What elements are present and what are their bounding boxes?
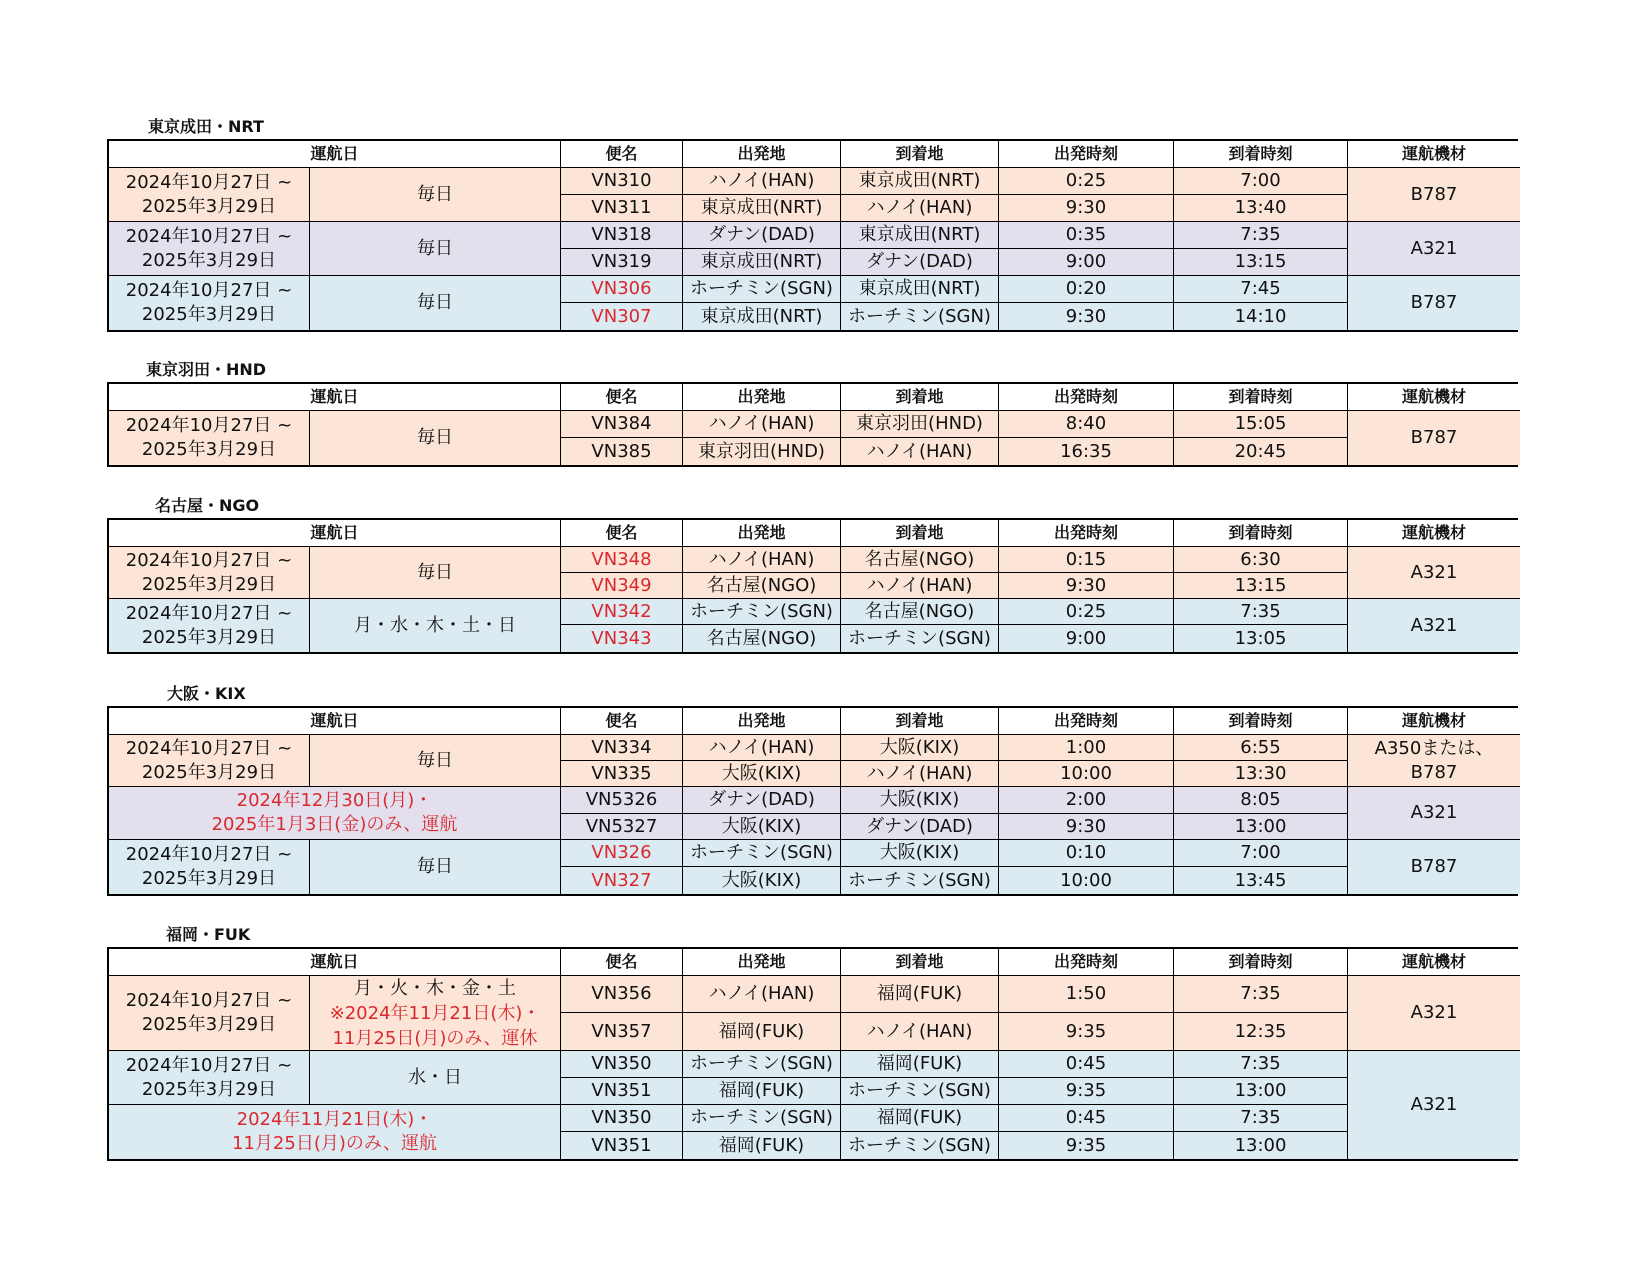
flight-number: VN334 — [561, 735, 683, 761]
period-from: 2024年10月27日 ~ — [125, 415, 293, 436]
days-cell: 毎日 — [310, 168, 561, 222]
period-cell — [109, 735, 310, 787]
destination: ホーチミン(SGN) — [841, 867, 999, 894]
header-flight: 便名 — [561, 708, 683, 735]
section-title-nrt: 東京成田・NRT — [148, 117, 264, 136]
arrival-time: 13:00 — [1174, 1078, 1348, 1105]
departure-time: 8:40 — [999, 411, 1174, 438]
departure-time: 16:35 — [999, 438, 1174, 465]
period-to: 2025年3月29日 — [141, 868, 277, 889]
departure-time: 9:30 — [999, 195, 1174, 222]
arrival-time: 7:00 — [1174, 840, 1348, 867]
days-cell: 月・水・木・土・日 — [310, 599, 561, 652]
period-from: 2024年10月27日 ~ — [125, 990, 293, 1011]
departure-time: 9:35 — [999, 1013, 1174, 1051]
header-days: 運航日 — [109, 949, 561, 976]
arrival-time: 13:30 — [1174, 761, 1348, 787]
header-aircraft: 運航機材 — [1348, 949, 1520, 976]
destination: ハノイ(HAN) — [841, 195, 999, 222]
period-from: 2024年10月27日 ~ — [125, 844, 293, 865]
period-from: 2024年10月27日 ~ — [125, 737, 293, 759]
period-cell — [109, 276, 310, 330]
flight-number: VN5326 — [561, 787, 683, 814]
destination: 大阪(KIX) — [841, 787, 999, 814]
header-from: 出発地 — [683, 141, 841, 168]
header-days: 運航日 — [109, 520, 561, 547]
arrival-time: 7:45 — [1174, 276, 1348, 303]
departure-time: 9:30 — [999, 814, 1174, 840]
period-cell — [109, 411, 310, 465]
period-cell — [109, 599, 310, 652]
days-line: 月・火・木・金・土 — [354, 977, 516, 999]
flight-number: VN384 — [561, 411, 683, 438]
departure-time: 2:00 — [999, 787, 1174, 814]
origin: 大阪(KIX) — [683, 761, 841, 787]
arrival-time: 7:35 — [1174, 1105, 1348, 1132]
schedule-table-nrt — [107, 139, 1518, 332]
arrival-time: 13:00 — [1174, 1132, 1348, 1159]
destination: 東京成田(NRT) — [841, 222, 999, 249]
departure-time: 1:50 — [999, 976, 1174, 1013]
flight-number: VN342 — [561, 599, 683, 625]
arrival-time: 7:35 — [1174, 599, 1348, 625]
origin: 東京成田(NRT) — [683, 195, 841, 222]
origin: 名古屋(NGO) — [683, 573, 841, 599]
departure-time: 0:10 — [999, 840, 1174, 867]
schedule-table-hnd — [107, 382, 1518, 467]
special-period-line-1: 2024年11月21日(木)・ — [236, 1109, 433, 1130]
header-flight: 便名 — [561, 949, 683, 976]
period-from: 2024年10月27日 ~ — [125, 171, 293, 193]
flight-number: VN350 — [561, 1105, 683, 1132]
departure-time: 9:35 — [999, 1132, 1174, 1159]
header-days: 運航日 — [109, 708, 561, 735]
arrival-time: 6:30 — [1174, 547, 1348, 573]
header-from: 出発地 — [683, 384, 841, 411]
flight-number: VN306 — [561, 276, 683, 303]
header-days: 運航日 — [109, 384, 561, 411]
header-flight: 便名 — [561, 384, 683, 411]
header-arr: 到着時刻 — [1174, 708, 1348, 735]
aircraft-cell: B787 — [1348, 840, 1520, 894]
departure-time: 9:00 — [999, 625, 1174, 652]
origin: ダナン(DAD) — [683, 787, 841, 814]
flight-number: VN326 — [561, 840, 683, 867]
origin: 大阪(KIX) — [683, 867, 841, 894]
period-to: 2025年3月29日 — [141, 573, 277, 595]
origin: 東京羽田(HND) — [683, 438, 841, 465]
origin: ホーチミン(SGN) — [683, 1105, 841, 1132]
schedule-table-kix — [107, 706, 1518, 896]
aircraft-line-1: A350または、 — [1374, 737, 1494, 759]
flight-number: VN348 — [561, 547, 683, 573]
departure-time: 9:35 — [999, 1078, 1174, 1105]
arrival-time: 8:05 — [1174, 787, 1348, 814]
origin: ハノイ(HAN) — [683, 547, 841, 573]
period-cell — [109, 840, 310, 894]
header-from: 出発地 — [683, 520, 841, 547]
aircraft-cell: B787 — [1348, 411, 1520, 465]
arrival-time: 7:35 — [1174, 222, 1348, 249]
arrival-time: 14:10 — [1174, 303, 1348, 330]
destination: 東京成田(NRT) — [841, 168, 999, 195]
departure-time: 1:00 — [999, 735, 1174, 761]
period-from: 2024年10月27日 ~ — [125, 280, 293, 301]
flight-number: VN385 — [561, 438, 683, 465]
schedule-table-fuk — [107, 947, 1518, 1161]
period-to: 2025年3月29日 — [141, 304, 277, 325]
header-dep: 出発時刻 — [999, 708, 1174, 735]
origin: 東京成田(NRT) — [683, 303, 841, 330]
header-flight: 便名 — [561, 141, 683, 168]
arrival-time: 7:00 — [1174, 168, 1348, 195]
origin: ホーチミン(SGN) — [683, 276, 841, 303]
header-to: 到着地 — [841, 949, 999, 976]
period-from: 2024年10月27日 ~ — [125, 549, 293, 571]
period-from: 2024年10月27日 ~ — [125, 602, 293, 624]
departure-time: 0:45 — [999, 1051, 1174, 1078]
arrival-time: 13:15 — [1174, 573, 1348, 599]
header-dep: 出発時刻 — [999, 141, 1174, 168]
header-aircraft: 運航機材 — [1348, 520, 1520, 547]
suspension-note-line-1: ※2024年11月21日(木)・ — [329, 1002, 541, 1024]
special-period-line-2: 2025年1月3日(金)のみ、運航 — [211, 814, 458, 835]
header-to: 到着地 — [841, 384, 999, 411]
destination: ホーチミン(SGN) — [841, 625, 999, 652]
header-aircraft: 運航機材 — [1348, 141, 1520, 168]
header-from: 出発地 — [683, 949, 841, 976]
header-dep: 出発時刻 — [999, 520, 1174, 547]
destination: ホーチミン(SGN) — [841, 1078, 999, 1105]
period-to: 2025年3月29日 — [141, 195, 277, 217]
aircraft-cell: A321 — [1348, 1051, 1520, 1159]
origin: ハノイ(HAN) — [683, 976, 841, 1013]
arrival-time: 13:45 — [1174, 867, 1348, 894]
days-cell: 毎日 — [310, 735, 561, 787]
flight-number: VN351 — [561, 1078, 683, 1105]
arrival-time: 12:35 — [1174, 1013, 1348, 1051]
origin: ホーチミン(SGN) — [683, 599, 841, 625]
destination: 東京羽田(HND) — [841, 411, 999, 438]
flight-number: VN310 — [561, 168, 683, 195]
aircraft-line-2: B787 — [1410, 761, 1458, 783]
aircraft-cell: B787 — [1348, 276, 1520, 330]
arrival-time: 7:35 — [1174, 976, 1348, 1013]
origin: 東京成田(NRT) — [683, 249, 841, 276]
origin: 福岡(FUK) — [683, 1013, 841, 1051]
days-cell: 毎日 — [310, 547, 561, 599]
destination: ハノイ(HAN) — [841, 1013, 999, 1051]
flight-number: VN351 — [561, 1132, 683, 1159]
period-cell — [109, 168, 310, 222]
days-cell: 毎日 — [310, 276, 561, 330]
aircraft-cell: A321 — [1348, 222, 1520, 276]
arrival-time: 20:45 — [1174, 438, 1348, 465]
departure-time: 0:45 — [999, 1105, 1174, 1132]
origin: 大阪(KIX) — [683, 814, 841, 840]
header-aircraft: 運航機材 — [1348, 384, 1520, 411]
departure-time: 0:20 — [999, 276, 1174, 303]
departure-time: 9:30 — [999, 573, 1174, 599]
destination: ダナン(DAD) — [841, 814, 999, 840]
departure-time: 0:15 — [999, 547, 1174, 573]
arrival-time: 13:15 — [1174, 249, 1348, 276]
days-cell: 毎日 — [310, 222, 561, 276]
destination: 名古屋(NGO) — [841, 599, 999, 625]
flight-number: VN356 — [561, 976, 683, 1013]
destination: ハノイ(HAN) — [841, 573, 999, 599]
section-title-ngo: 名古屋・NGO — [155, 496, 260, 515]
destination: 大阪(KIX) — [841, 840, 999, 867]
aircraft-cell: A321 — [1348, 599, 1520, 652]
header-to: 到着地 — [841, 520, 999, 547]
aircraft-cell: A321 — [1348, 547, 1520, 599]
flight-number: VN319 — [561, 249, 683, 276]
special-period-line-2: 11月25日(月)のみ、運航 — [232, 1133, 437, 1154]
period-to: 2025年3月29日 — [141, 1078, 277, 1100]
arrival-time: 13:05 — [1174, 625, 1348, 652]
aircraft-cell — [1348, 735, 1520, 787]
origin: ホーチミン(SGN) — [683, 840, 841, 867]
header-arr: 到着時刻 — [1174, 949, 1348, 976]
period-from: 2024年10月27日 ~ — [125, 225, 293, 247]
destination: ハノイ(HAN) — [841, 761, 999, 787]
period-to: 2025年3月29日 — [141, 626, 277, 648]
header-arr: 到着時刻 — [1174, 520, 1348, 547]
departure-time: 9:00 — [999, 249, 1174, 276]
days-cell: 水・日 — [310, 1051, 561, 1105]
header-arr: 到着時刻 — [1174, 384, 1348, 411]
aircraft-cell: A321 — [1348, 976, 1520, 1051]
departure-time: 0:25 — [999, 168, 1174, 195]
destination: 福岡(FUK) — [841, 1105, 999, 1132]
flight-number: VN5327 — [561, 814, 683, 840]
destination: ダナン(DAD) — [841, 249, 999, 276]
departure-time: 0:35 — [999, 222, 1174, 249]
period-cell — [109, 222, 310, 276]
header-dep: 出発時刻 — [999, 949, 1174, 976]
period-cell — [109, 547, 310, 599]
section-title-kix: 大阪・KIX — [167, 684, 246, 703]
days-cell — [310, 976, 561, 1051]
schedule-table-ngo — [107, 518, 1518, 654]
flight-number: VN343 — [561, 625, 683, 652]
departure-time: 10:00 — [999, 867, 1174, 894]
days-cell: 毎日 — [310, 411, 561, 465]
flight-number: VN349 — [561, 573, 683, 599]
arrival-time: 15:05 — [1174, 411, 1348, 438]
aircraft-cell: B787 — [1348, 168, 1520, 222]
departure-time: 9:30 — [999, 303, 1174, 330]
destination: 福岡(FUK) — [841, 976, 999, 1013]
special-period-cell — [109, 787, 561, 840]
destination: 大阪(KIX) — [841, 735, 999, 761]
origin: ハノイ(HAN) — [683, 168, 841, 195]
origin: ハノイ(HAN) — [683, 735, 841, 761]
destination: 名古屋(NGO) — [841, 547, 999, 573]
flight-number: VN350 — [561, 1051, 683, 1078]
header-days: 運航日 — [109, 141, 561, 168]
period-to: 2025年3月29日 — [141, 439, 277, 460]
period-cell — [109, 1051, 310, 1105]
aircraft-cell: A321 — [1348, 787, 1520, 840]
header-arr: 到着時刻 — [1174, 141, 1348, 168]
days-cell: 毎日 — [310, 840, 561, 894]
origin: 福岡(FUK) — [683, 1078, 841, 1105]
destination: ホーチミン(SGN) — [841, 1132, 999, 1159]
flight-number: VN335 — [561, 761, 683, 787]
special-period-cell — [109, 1105, 561, 1159]
header-to: 到着地 — [841, 141, 999, 168]
departure-time: 0:25 — [999, 599, 1174, 625]
arrival-time: 6:55 — [1174, 735, 1348, 761]
header-aircraft: 運航機材 — [1348, 708, 1520, 735]
section-title-fuk: 福岡・FUK — [166, 925, 251, 944]
header-to: 到着地 — [841, 708, 999, 735]
origin: 福岡(FUK) — [683, 1132, 841, 1159]
special-period-line-1: 2024年12月30日(月)・ — [236, 790, 433, 811]
flight-number: VN327 — [561, 867, 683, 894]
arrival-time: 13:00 — [1174, 814, 1348, 840]
destination: 福岡(FUK) — [841, 1051, 999, 1078]
destination: ホーチミン(SGN) — [841, 303, 999, 330]
suspension-note-line-2: 11月25日(月)のみ、運休 — [332, 1027, 538, 1049]
flight-number: VN307 — [561, 303, 683, 330]
flight-number: VN318 — [561, 222, 683, 249]
departure-time: 10:00 — [999, 761, 1174, 787]
destination: 東京成田(NRT) — [841, 276, 999, 303]
flight-number: VN357 — [561, 1013, 683, 1051]
origin: 名古屋(NGO) — [683, 625, 841, 652]
period-cell — [109, 976, 310, 1051]
period-to: 2025年3月29日 — [141, 1014, 277, 1035]
period-to: 2025年3月29日 — [141, 249, 277, 271]
section-title-hnd: 東京羽田・HND — [146, 360, 267, 379]
flight-number: VN311 — [561, 195, 683, 222]
period-from: 2024年10月27日 ~ — [125, 1054, 293, 1076]
origin: ダナン(DAD) — [683, 222, 841, 249]
origin: ホーチミン(SGN) — [683, 1051, 841, 1078]
header-flight: 便名 — [561, 520, 683, 547]
header-from: 出発地 — [683, 708, 841, 735]
arrival-time: 13:40 — [1174, 195, 1348, 222]
destination: ハノイ(HAN) — [841, 438, 999, 465]
period-to: 2025年3月29日 — [141, 761, 277, 783]
origin: ハノイ(HAN) — [683, 411, 841, 438]
header-dep: 出発時刻 — [999, 384, 1174, 411]
arrival-time: 7:35 — [1174, 1051, 1348, 1078]
